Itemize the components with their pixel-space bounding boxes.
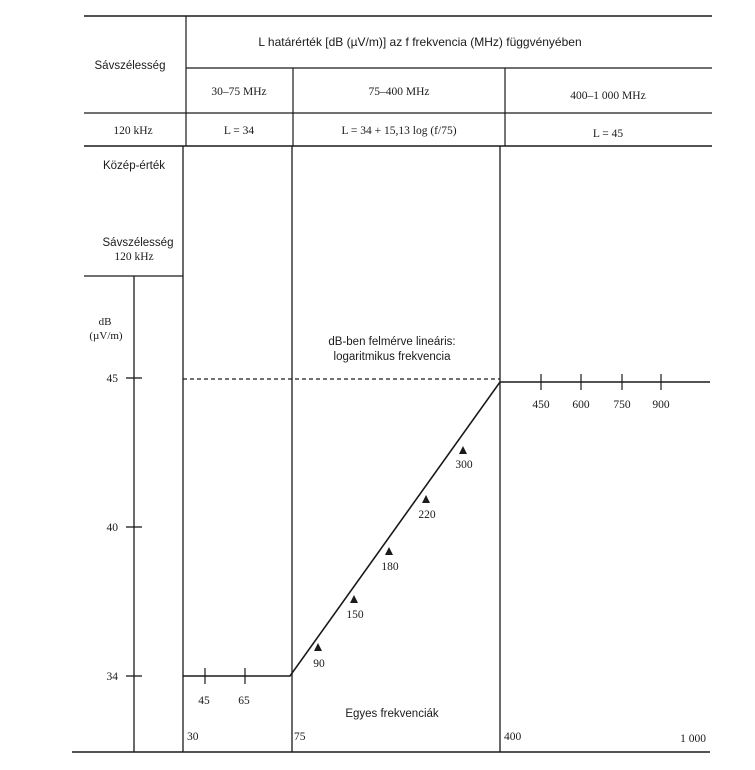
lower-bandwidth-value: 120 kHz xyxy=(114,251,154,263)
y-tick-label-40: 40 xyxy=(106,522,118,534)
row-120-label: 120 kHz xyxy=(113,125,153,137)
x-tick-label-45: 45 xyxy=(198,695,210,707)
range-75-400: 75–400 MHz xyxy=(368,86,430,98)
formula-75-400: L = 34 + 15,13 log (f/75) xyxy=(341,125,457,137)
point-marker-180 xyxy=(385,547,393,555)
point-label-150: 150 xyxy=(346,609,364,621)
formula-30-75: L = 34 xyxy=(223,125,255,137)
y-axis-label-unit: dB xyxy=(98,316,112,328)
lower-bandwidth-label: Sávszélesség xyxy=(102,237,174,249)
edge-label-75: 75 xyxy=(294,731,306,743)
point-marker-90 xyxy=(314,643,322,651)
x-tick-label-600: 600 xyxy=(572,399,590,411)
bandwidth-label: Sávszélesség xyxy=(94,60,166,72)
point-markers xyxy=(314,446,467,651)
x-tick-label-450: 450 xyxy=(532,399,550,411)
point-label-220: 220 xyxy=(418,509,436,521)
point-marker-150 xyxy=(350,595,358,603)
edge-label-400: 400 xyxy=(504,731,522,743)
edge-label-1000: 1 000 xyxy=(680,733,706,745)
range-400-1000: 400–1 000 MHz xyxy=(570,90,646,102)
range-30-75: 30–75 MHz xyxy=(211,86,267,98)
point-marker-220 xyxy=(422,495,430,503)
x-tick-label-900: 900 xyxy=(652,399,670,411)
y-tick-label-45: 45 xyxy=(106,373,118,385)
annotation-line-1: dB-ben felmérve lineáris: xyxy=(328,336,456,348)
y-tick-label-34: 34 xyxy=(106,671,118,683)
annotation-line-2: logaritmikus frekvencia xyxy=(333,351,451,363)
x-tick-label-65: 65 xyxy=(238,695,250,707)
formula-400-1000: L = 45 xyxy=(592,128,624,140)
footer-label: Egyes frekvenciák xyxy=(345,708,439,720)
table-title: L határérték [dB (µV/m)] az f frekvencia (MHz) függvényében xyxy=(258,35,582,49)
limit-curve xyxy=(183,382,710,676)
point-label-300: 300 xyxy=(455,459,473,471)
point-label-180: 180 xyxy=(381,561,399,573)
x-tick-label-750: 750 xyxy=(613,399,631,411)
y-axis-label-sub: (µV/m) xyxy=(89,330,123,342)
point-marker-300 xyxy=(459,446,467,454)
edge-label-30: 30 xyxy=(187,731,199,743)
point-label-90: 90 xyxy=(313,658,325,670)
mean-value-label: Közép-érték xyxy=(102,160,166,172)
